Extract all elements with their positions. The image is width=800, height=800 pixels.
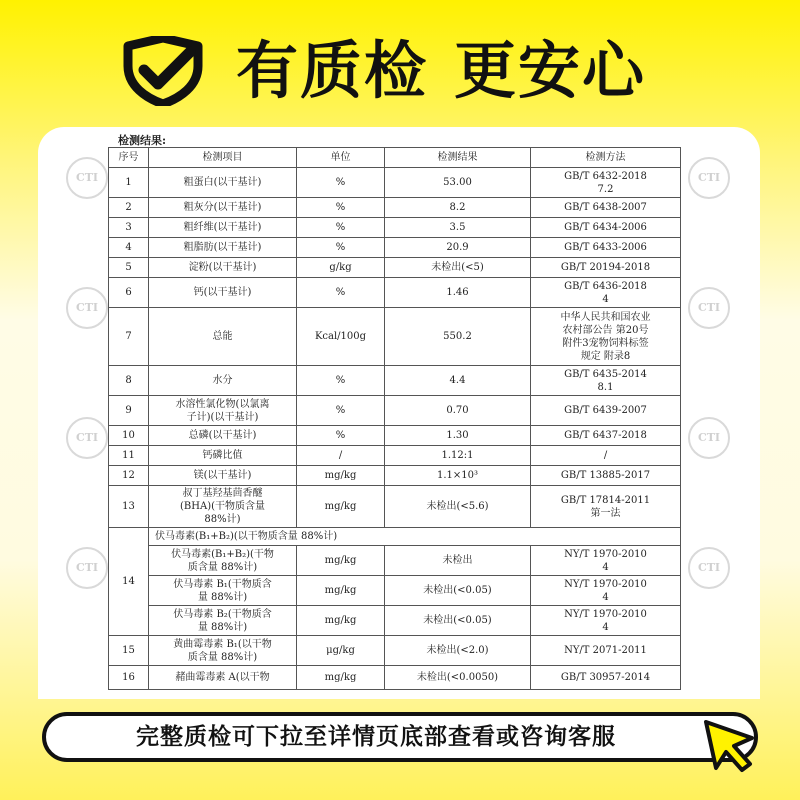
method: NY/T 1970-2010 4 [531,576,681,606]
result: 1.12:1 [385,446,531,466]
result: 1.1×10³ [385,466,531,486]
test-item: 淀粉(以干基计) [149,258,297,278]
column-header: 检测结果 [385,148,531,168]
watermark-icon: CTI [66,547,108,589]
result: 20.9 [385,238,531,258]
test-item: 粗灰分(以干基计) [149,198,297,218]
row-number: 6 [109,278,149,308]
method: GB/T 6432-2018 7.2 [531,168,681,198]
table-row [109,636,681,666]
table-header-row [109,148,681,168]
table-row [109,308,681,366]
test-item: 水溶性氯化物(以氯离 子计)(以干基计) [149,396,297,426]
method: NY/T 2071-2011 [531,636,681,666]
result: 1.30 [385,426,531,446]
method: GB/T 6433-2006 [531,238,681,258]
group-title: 伏马毒素(B₁+B₂)(以干物质含量 88%计) [149,528,681,546]
unit: % [297,238,385,258]
row-number: 3 [109,218,149,238]
test-report-document [38,127,760,699]
table-row [109,666,681,690]
result: 53.00 [385,168,531,198]
watermark-icon: CTI [688,157,730,199]
row-number: 4 [109,238,149,258]
test-item: 总磷(以干基计) [149,426,297,446]
unit: mg/kg [297,546,385,576]
row-number: 11 [109,446,149,466]
row-number: 1 [109,168,149,198]
test-item: 伏马毒素(B₁+B₂)(干物 质含量 88%计) [149,546,297,576]
method: NY/T 1970-2010 4 [531,606,681,636]
table-row [109,446,681,466]
table-row [109,576,681,606]
shield-check-icon [118,36,208,106]
table-row [109,426,681,446]
unit: % [297,426,385,446]
result: 未检出(<0.0050) [385,666,531,690]
table-row [109,218,681,238]
row-number: 7 [109,308,149,366]
test-item: 伏马毒素 B₂(干物质含 量 88%计) [149,606,297,636]
row-number: 16 [109,666,149,690]
table-row [109,198,681,218]
watermark-icon: CTI [66,287,108,329]
table-row [109,606,681,636]
result: 未检出 [385,546,531,576]
result: 未检出(<0.05) [385,606,531,636]
unit: mg/kg [297,666,385,690]
unit: μg/kg [297,636,385,666]
row-number: 12 [109,466,149,486]
results-table [108,147,681,690]
row-number: 10 [109,426,149,446]
test-item: 粗蛋白(以干基计) [149,168,297,198]
test-item: 镁(以干基计) [149,466,297,486]
method: / [531,446,681,466]
unit: mg/kg [297,576,385,606]
table-row [109,486,681,528]
unit: mg/kg [297,466,385,486]
cta-banner[interactable] [42,712,758,762]
cursor-arrow-icon [700,718,760,774]
test-item: 伏马毒素 B₁(干物质含 量 88%计) [149,576,297,606]
watermark-icon: CTI [66,157,108,199]
column-header: 检测方法 [531,148,681,168]
method: GB/T 17814-2011 第一法 [531,486,681,528]
cta-text: 完整质检可下拉至详情页底部查看或咨询客服 [136,724,616,750]
method: GB/T 6435-2014 8.1 [531,366,681,396]
table-row [109,366,681,396]
test-item: 粗纤维(以干基计) [149,218,297,238]
watermark-icon: CTI [66,417,108,459]
watermark-icon: CTI [688,417,730,459]
method: GB/T 6437-2018 [531,426,681,446]
headline [236,28,646,114]
watermark-icon: CTI [688,547,730,589]
unit: Kcal/100g [297,308,385,366]
headline-part-safe: 更安心 [454,34,647,107]
method: GB/T 30957-2014 [531,666,681,690]
table-row [109,528,681,546]
result: 3.5 [385,218,531,238]
result: 未检出(<2.0) [385,636,531,666]
test-item: 水分 [149,366,297,396]
unit: g/kg [297,258,385,278]
unit: % [297,396,385,426]
unit: / [297,446,385,466]
method: 中华人民共和国农业 农村部公告 第20号 附件3宠物饲料标签 规定 附录8 [531,308,681,366]
unit: % [297,366,385,396]
table-row [109,278,681,308]
row-number: 8 [109,366,149,396]
row-number: 5 [109,258,149,278]
result: 550.2 [385,308,531,366]
table-row [109,466,681,486]
row-number: 13 [109,486,149,528]
column-header: 序号 [109,148,149,168]
table-row [109,258,681,278]
unit: % [297,218,385,238]
table-row [109,168,681,198]
watermark-icon: CTI [688,287,730,329]
method: GB/T 6436-2018 4 [531,278,681,308]
column-header: 检测项目 [149,148,297,168]
table-row [109,546,681,576]
unit: % [297,278,385,308]
test-item: 钙(以干基计) [149,278,297,308]
result: 4.4 [385,366,531,396]
test-item: 粗脂肪(以干基计) [149,238,297,258]
unit: % [297,168,385,198]
result: 1.46 [385,278,531,308]
results-title: 检测结果: [118,134,167,147]
banner [0,28,800,118]
method: GB/T 6438-2007 [531,198,681,218]
method: GB/T 6434-2006 [531,218,681,238]
row-number: 14 [109,528,149,636]
test-item: 黄曲霉毒素 B₁(以干物 质含量 88%计) [149,636,297,666]
unit: mg/kg [297,606,385,636]
row-number: 2 [109,198,149,218]
method: NY/T 1970-2010 4 [531,546,681,576]
result: 未检出(<0.05) [385,576,531,606]
result: 未检出(<5) [385,258,531,278]
test-item: 总能 [149,308,297,366]
result: 0.70 [385,396,531,426]
table-row [109,396,681,426]
unit: % [297,198,385,218]
headline-part-quality: 有质检 [236,34,429,107]
row-number: 9 [109,396,149,426]
test-item: 赭曲霉毒素 A(以干物 [149,666,297,690]
method: GB/T 20194-2018 [531,258,681,278]
result: 未检出(<5.6) [385,486,531,528]
method: GB/T 6439-2007 [531,396,681,426]
method: GB/T 13885-2017 [531,466,681,486]
unit: mg/kg [297,486,385,528]
test-item: 叔丁基羟基茴香醚 (BHA)(干物质含量 88%计) [149,486,297,528]
table-row [109,238,681,258]
row-number: 15 [109,636,149,666]
column-header: 单位 [297,148,385,168]
result: 8.2 [385,198,531,218]
test-item: 钙磷比值 [149,446,297,466]
